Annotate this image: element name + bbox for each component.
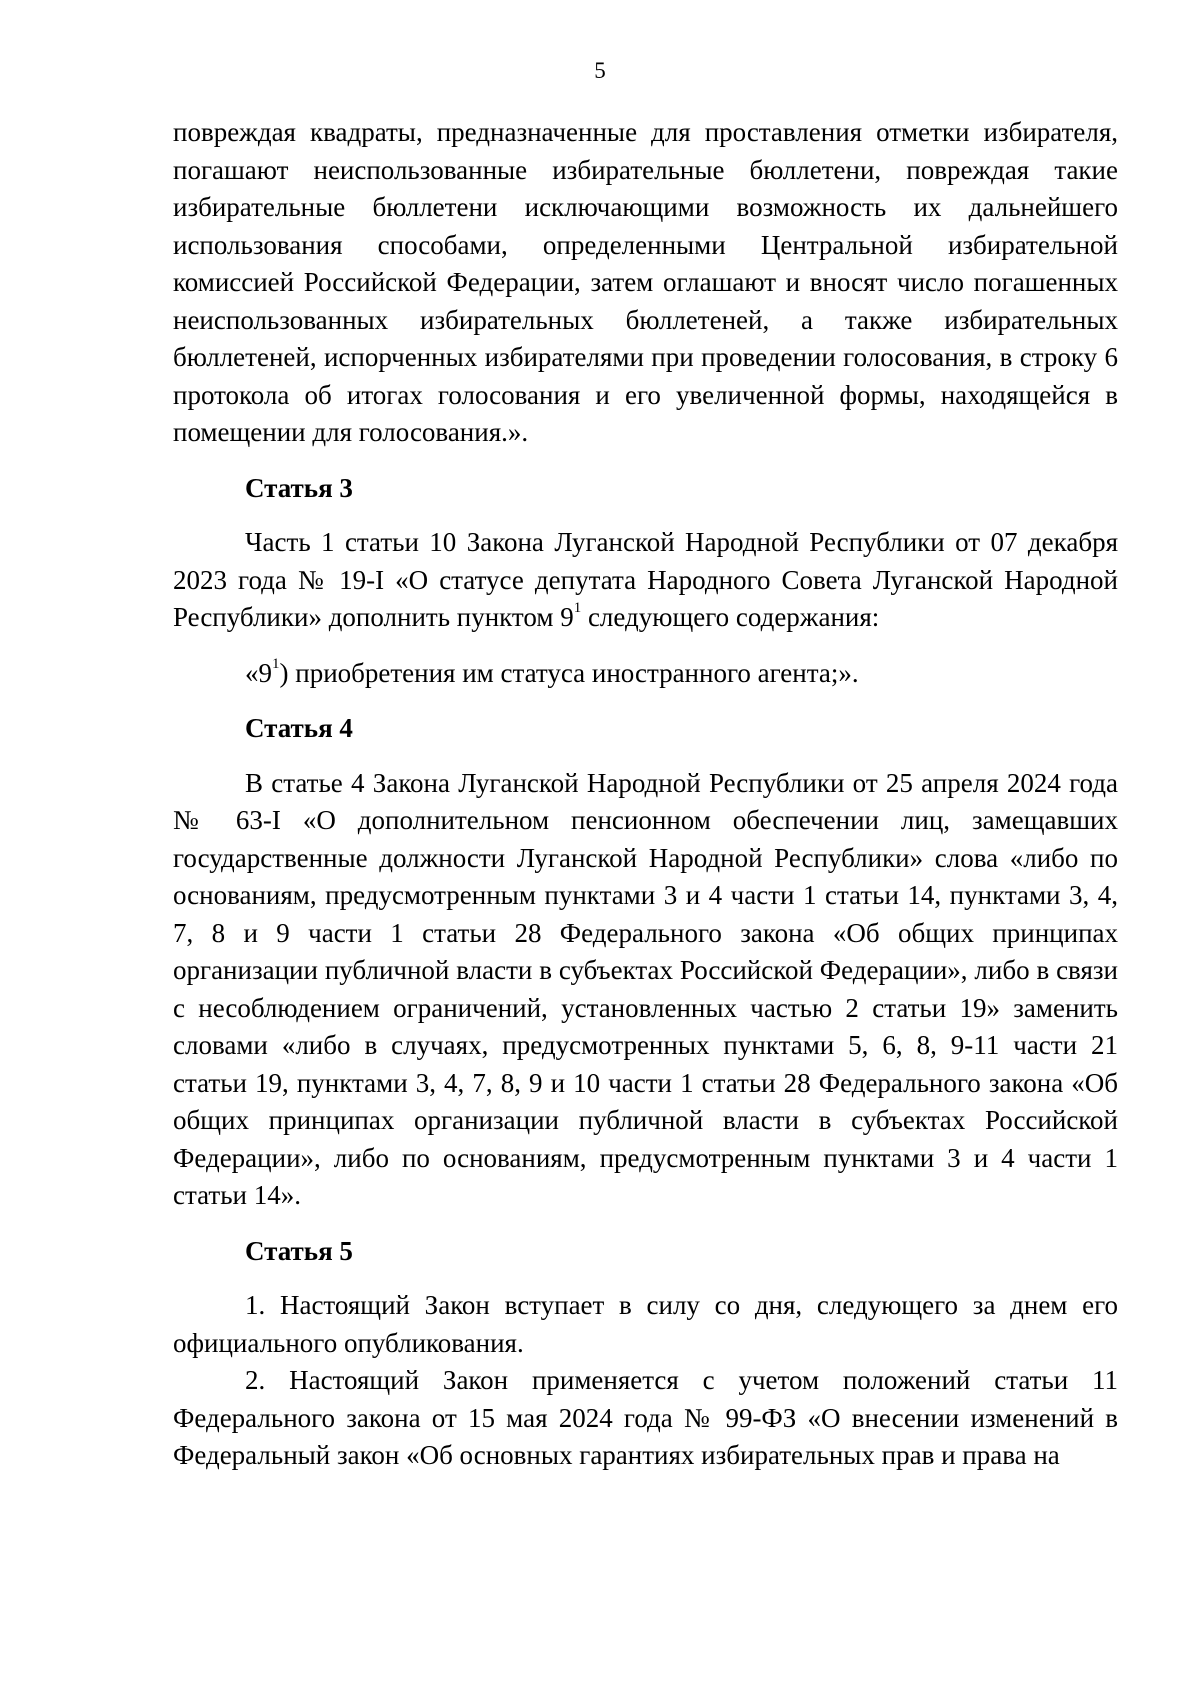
article-5-heading: Статья 5 bbox=[245, 1235, 353, 1266]
article-4-heading: Статья 4 bbox=[245, 713, 353, 743]
article-3-text-part-2: следующего содержания: bbox=[581, 602, 880, 632]
quoted-item-part-1: «9 bbox=[245, 657, 272, 688]
article-5-item-1: 1. Настоящий Закон вступает в силу со дня, следующего за днем его официального опубликования. bbox=[173, 1290, 1118, 1358]
article-3-paragraph bbox=[173, 524, 1118, 637]
article-3-heading: Статья 3 bbox=[245, 472, 353, 503]
quoted-item-part-2: ) приобретения им статуса иностранного агента;». bbox=[279, 657, 859, 688]
document-body bbox=[173, 114, 1118, 1475]
article-3-text-part-1: Часть 1 статьи 10 Закона Луганской Народной Республики от 07 декабря 2023 года № 19-I «О статусе депутата Народного Совета Луганской Народной Республики» дополнить пунктом 9 bbox=[173, 527, 1118, 632]
article-5-item-2: 2. Настоящий Закон применяется с учетом положений статьи 11 Федерального закона от 15 мая 2024 года № 99-ФЗ «О внесении изменений в Федеральный закон «Об основных гарантиях избирательных прав и права на bbox=[173, 1365, 1118, 1470]
article-4-paragraph: В статье 4 Закона Луганской Народной Республики от 25 апреля 2024 года № 63-I «О дополнительном пенсионном обеспечении лиц, замещавших государственные должности Луганской Народной Республики» слова «либо по основаниям, предусмотренным пунктами 3 и 4 части 1 статьи 14, пунктами 3, 4, 7, 8 и 9 части 1 статьи 28 Федерального закона «Об общих принципах организации публичной власти в субъектах Российской Федерации», либо в связи с несоблюдением ограничений, установленных частью 2 статьи 19» заменить словами «либо в случаях, предусмотренных пунктами 5, 6, 8, 9-11 части 21 статьи 19, пунктами 3, 4, 7, 8, 9 и 10 части 1 статьи 28 Федерального закона «Об общих принципах организации публичной власти в субъектах Российской Федерации», либо по основаниям, предусмотренным пунктами 3 и 4 части 1 статьи 14». bbox=[173, 767, 1118, 1210]
page-number: 5 bbox=[594, 58, 606, 83]
article-3-superscript: 1 bbox=[573, 600, 582, 616]
paragraph-continuation: повреждая квадраты, предназначенные для проставления отметки избирателя, погашают неиспользованные избирательные бюллетени, повреждая такие избирательные бюллетени исключающими возможность их дальнейшего использования способами, определенными Центральной избирательной комиссией Российской Федерации, затем оглашают и вносят число погашенных неиспользованных избирательных бюллетеней, а также избирательных бюллетеней, испорченных избирателями при проведении голосования, в строку 6 протокола об итогах голосования и его увеличенной формы, находящейся в помещении для голосования.». bbox=[173, 117, 1118, 447]
quoted-item-superscript: 1 bbox=[272, 655, 280, 672]
article-3-quoted-item bbox=[173, 655, 1118, 693]
